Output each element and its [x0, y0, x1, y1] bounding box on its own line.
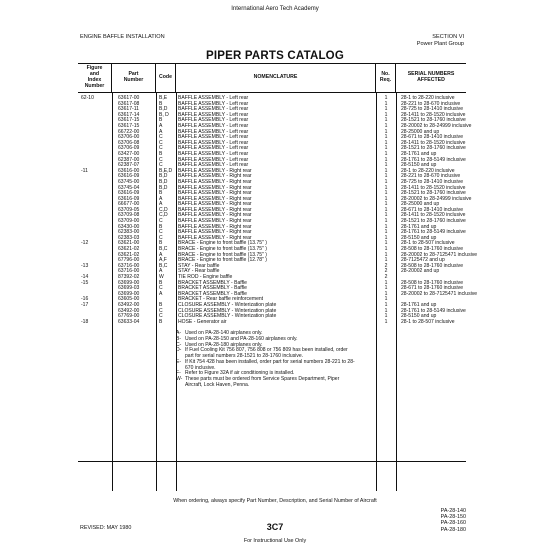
cell-part-number: 63621-02: [118, 251, 140, 258]
column-divider: [396, 93, 397, 491]
cell-code: C,D: [159, 206, 168, 213]
cell-code: B: [159, 117, 163, 124]
cell-quantity: 1: [384, 201, 388, 208]
cell-serial-range: 28-20002 to 28-7125471 inclusive: [401, 251, 478, 258]
cell-figure-index: -18: [81, 318, 89, 325]
cell-serial-range: 28-7125472 and up: [401, 257, 445, 264]
cell-serial-range: 28-20002 to 28-24999 inclusive: [401, 122, 472, 129]
cell-nomenclature: BAFFLE ASSEMBLY - Left rear: [178, 117, 249, 124]
cell-part-number: 63617-11: [118, 106, 139, 113]
column-divider: [376, 93, 377, 491]
cell-code: B: [159, 190, 163, 197]
cell-serial-range: 28-1411 to 28-1520 inclusive: [401, 184, 466, 191]
cell-quantity: 1: [384, 257, 388, 264]
cell-code: B: [159, 318, 163, 325]
cell-quantity: 2: [384, 274, 388, 280]
cell-code: C: [159, 307, 163, 314]
cell-nomenclature: BAFFLE ASSEMBLY - Right rear: [178, 201, 252, 208]
cell-quantity: 1: [384, 139, 388, 146]
cell-part-number: 63492-00: [118, 301, 140, 308]
cell-serial-range: 28-5150 and up: [401, 162, 437, 169]
cell-code: A,F: [159, 257, 167, 264]
cell-part-number: 63633-04: [118, 318, 140, 325]
section-group: Power Plant Group: [416, 40, 464, 47]
cell-nomenclature: BAFFLE ASSEMBLY - Right rear: [178, 206, 252, 213]
cell-nomenclature: BRACKET - Rear baffle reinforcement: [178, 296, 264, 303]
cell-quantity: 1: [384, 251, 388, 258]
cell-quantity: 1: [384, 279, 388, 286]
cell-quantity: 1: [384, 212, 388, 219]
cell-code: C: [159, 313, 163, 320]
ordering-instructions: When ordering, always specify Part Number, Description, and Serial Number of Aircraft: [173, 498, 377, 504]
cell-nomenclature: BAFFLE ASSEMBLY - Right rear: [178, 223, 252, 230]
note-code: A-: [176, 330, 182, 337]
cell-nomenclature: CLOSURE ASSEMBLY - Winterization plate: [178, 313, 277, 320]
cell-nomenclature: BAFFLE ASSEMBLY - Right rear: [178, 190, 252, 197]
cell-quantity: 1: [384, 145, 388, 152]
cell-code: A: [159, 128, 163, 135]
cell-part-number: 63617-15: [118, 122, 140, 129]
cell-quantity: 1: [384, 178, 388, 185]
cell-quantity: 1: [384, 318, 388, 325]
cell-part-number: 63617-00: [118, 95, 140, 101]
cell-serial-range: 28-1 to 28-220 inclusive: [401, 95, 455, 101]
cell-serial-range: 28-1761 and up: [401, 150, 437, 157]
cell-figure-index: -12: [81, 240, 89, 247]
cell-quantity: 1: [384, 156, 388, 163]
cell-part-number: 62387-00: [118, 156, 140, 163]
cell-code: C: [159, 156, 163, 163]
model-item: PA-28-150: [440, 514, 466, 521]
cell-code: A: [159, 290, 163, 297]
cell-code: C: [159, 218, 163, 225]
cell-serial-range: 28-1521 to 28-1760 inclusive: [401, 190, 466, 197]
section-label: [417, 34, 464, 47]
cell-serial-range: 28-5150 and up: [401, 234, 437, 241]
note-code: B-: [176, 336, 182, 343]
cell-part-number: 62383-03: [118, 234, 140, 241]
cell-part-number: 63699-00: [118, 290, 140, 297]
cell-serial-range: 28-1521 to 28-1760 inclusive: [401, 117, 466, 124]
cell-serial-range: 28-725 to 28-1410 inclusive: [401, 106, 464, 113]
cell-part-number: 63716-00: [118, 262, 140, 269]
code-notes: [176, 331, 356, 388]
cell-nomenclature: BAFFLE ASSEMBLY - Right rear: [178, 173, 252, 180]
footer-note: For Instructional Use Only: [243, 538, 307, 544]
cell-code: C: [159, 285, 163, 292]
section-number: SECTION VI: [432, 34, 464, 40]
cell-quantity: 1: [384, 162, 388, 169]
cell-nomenclature: BAFFLE ASSEMBLY - Right rear: [178, 167, 252, 174]
cell-figure-index: 62-10: [81, 95, 94, 101]
cell-quantity: 1: [384, 234, 388, 241]
column-divider: [112, 93, 113, 491]
cell-code: W: [159, 274, 164, 280]
note-code: F-: [176, 370, 181, 377]
cell-quantity: 1: [384, 206, 388, 213]
cell-figure-index: -16: [81, 296, 89, 303]
cell-nomenclature: BAFFLE ASSEMBLY - Right rear: [178, 195, 252, 202]
cell-quantity: 1: [384, 301, 388, 308]
table-header: [78, 63, 466, 93]
cell-code: B: [159, 100, 163, 107]
cell-part-number: 63709-08: [118, 212, 140, 219]
cell-figure-index: -15: [81, 279, 89, 286]
cell-part-number: 63616-09: [118, 190, 140, 197]
cell-quantity: 1: [384, 117, 388, 124]
cell-serial-range: 28-1 to 28-507 inclusive: [401, 318, 455, 325]
cell-nomenclature: BAFFLE ASSEMBLY - Left rear: [178, 106, 249, 113]
cell-part-number: 63492-00: [118, 307, 140, 314]
cell-quantity: 1: [384, 313, 388, 320]
cell-part-number: 63706-00: [118, 134, 140, 141]
note-code: E-: [176, 358, 182, 365]
model-item: PA-28-140: [440, 508, 466, 514]
cell-serial-range: 28-25000 and up: [401, 201, 440, 208]
note-text: Used on PA-28-150 and PA-28-160 airplanes only.: [185, 336, 298, 343]
cell-code: A: [159, 195, 163, 202]
note-code: W-: [176, 375, 183, 382]
cell-code: B,C: [159, 246, 168, 253]
cell-code: B,D: [159, 184, 168, 191]
cell-code: C: [159, 229, 163, 236]
cell-code: A: [159, 201, 163, 208]
cell-code: C: [159, 234, 163, 241]
cell-quantity: 1: [384, 296, 388, 303]
cell-quantity: 1: [384, 111, 388, 118]
table-body: [78, 93, 478, 388]
cell-part-number: 63621-02: [118, 246, 140, 253]
cell-code: B,D: [159, 173, 168, 180]
cell-nomenclature: BAFFLE ASSEMBLY - Right rear: [178, 229, 252, 236]
cell-figure-index: -17: [81, 301, 89, 308]
cell-quantity: 1: [384, 223, 388, 230]
cell-serial-range: 28-508 to 28-1760 inclusive: [401, 262, 464, 269]
cell-nomenclature: BAFFLE ASSEMBLY - Right rear: [178, 212, 252, 219]
cell-part-number: 63430-00: [118, 223, 140, 230]
cell-part-number: 63706-08: [118, 139, 140, 146]
cell-serial-range: 28-20002 to 28-7125471 inclusive: [401, 290, 478, 297]
cell-nomenclature: HOSE - Generator air: [178, 318, 227, 325]
academy-name: International Aero Tech Academy: [231, 6, 319, 12]
note-text: If Kit 754 428 has been installed, order part for serial numbers 28-221 to 28-670 inclusive.: [185, 358, 355, 371]
cell-serial-range: 28-1761 and up: [401, 223, 437, 230]
cell-serial-range: 28-1 to 28-507 inclusive: [401, 240, 455, 247]
cell-nomenclature: BAFFLE ASSEMBLY - Left rear: [178, 145, 249, 152]
page-number: 3C7: [266, 522, 284, 532]
cell-part-number: 87392-02: [118, 274, 140, 280]
cell-quantity: 1: [384, 218, 388, 225]
cell-nomenclature: CLOSURE ASSEMBLY - Winterization plate: [178, 307, 277, 314]
cell-serial-range: 28-20002 and up: [401, 268, 440, 275]
cell-nomenclature: BRACE - Engine to front baffle (13.75" ): [178, 246, 267, 253]
cell-nomenclature: BAFFLE ASSEMBLY - Left rear: [178, 139, 249, 146]
cell-part-number: 63617-15: [118, 117, 140, 124]
table-bottom-rule: [78, 461, 466, 462]
cell-nomenclature: BRACE - Engine to front baffle (13.75" ): [178, 240, 267, 247]
cell-quantity: 1: [384, 285, 388, 292]
cell-part-number: 63699-00: [118, 279, 140, 286]
cell-part-number: 63621-00: [118, 240, 140, 247]
col-req-header: No. Req.: [376, 64, 396, 92]
cell-part-number: 63616-00: [118, 167, 140, 174]
cell-serial-range: 28-221 to 28-670 inclusive: [401, 173, 461, 180]
cell-nomenclature: BRACE - Engine to front baffle (13.75" ): [178, 251, 267, 258]
cell-nomenclature: STAY - Rear baffle: [178, 268, 220, 275]
cell-figure-index: -13: [81, 262, 89, 269]
cell-nomenclature: BAFFLE ASSEMBLY - Right rear: [178, 234, 252, 241]
cell-quantity: 1: [384, 100, 388, 107]
cell-code: B,D: [159, 178, 168, 185]
note-text: If Fuel Cooling Kit 756 807, 756 808 or 756 809 has been installed, order part for serial numbers 28-1521 to 28-1760 inclusive.: [185, 347, 348, 360]
cell-figure-index: -11: [81, 167, 88, 174]
column-divider: [156, 93, 157, 491]
cell-nomenclature: BRACKET ASSEMBLY - Baffle: [178, 285, 247, 292]
cell-code: B: [159, 240, 163, 247]
note-text: Used on PA-28-180 airplanes only.: [185, 341, 263, 348]
cell-quantity: 2: [384, 262, 388, 269]
cell-serial-range: 28-508 to 28-1760 inclusive: [401, 246, 464, 253]
cell-serial-range: 28-20002 to 28-24999 inclusive: [401, 195, 472, 202]
cell-figure-index: -14: [81, 274, 89, 280]
cell-part-number: 63616-09: [118, 173, 140, 180]
model-item: PA-28-160: [440, 520, 466, 527]
cell-part-number: 63706-09: [118, 145, 140, 152]
cell-serial-range: 28-1761 to 28-5149 inclusive: [401, 156, 466, 163]
cell-serial-range: 28-1521 to 28-1760 inclusive: [401, 145, 466, 152]
cell-quantity: 1: [384, 184, 388, 191]
cell-part-number: 63716-00: [118, 268, 140, 275]
cell-part-number: 67796-00: [118, 257, 140, 264]
cell-code: B,E: [159, 95, 168, 101]
cell-serial-range: 28-1761 and up: [401, 301, 437, 308]
note-text: Refer to Figure 32A if air conditioning is installed.: [185, 370, 295, 377]
cell-quantity: 1: [384, 290, 388, 297]
cell-part-number: 63617-14: [118, 111, 140, 118]
col-nomenclature-header: NOMENCLATURE: [176, 64, 376, 92]
col-code-header: Code: [156, 64, 176, 92]
cell-part-number: 63709-05: [118, 206, 140, 213]
cell-part-number: 63709-00: [118, 218, 140, 225]
cell-quantity: 1: [384, 122, 388, 129]
cell-code: C: [159, 139, 163, 146]
cell-nomenclature: BAFFLE ASSEMBLY - Left rear: [178, 162, 249, 169]
cell-quantity: 1: [384, 307, 388, 314]
cell-code: B,D: [159, 106, 168, 113]
cell-quantity: 1: [384, 167, 388, 174]
cell-nomenclature: BRACKET ASSEMBLY - Baffle: [178, 290, 247, 297]
table-rows: [78, 95, 478, 325]
cell-code: A: [159, 268, 163, 275]
cell-part-number: 62387-07: [118, 162, 140, 169]
cell-nomenclature: BAFFLE ASSEMBLY - Left rear: [178, 134, 249, 141]
cell-part-number: 63616-09: [118, 195, 140, 202]
cell-code: C: [159, 145, 163, 152]
table-row: [78, 320, 466, 326]
note-item: [176, 377, 356, 388]
cell-serial-range: 28-725 to 28-1410 inclusive: [401, 178, 464, 185]
cell-nomenclature: TIE ROD - Engine baffle: [178, 274, 233, 280]
cell-quantity: 1: [384, 173, 388, 180]
note-text: Used on PA-28-140 airplanes only.: [185, 330, 263, 337]
cell-nomenclature: BAFFLE ASSEMBLY - Left rear: [178, 156, 249, 163]
cell-nomenclature: BRACKET ASSEMBLY - Baffle: [178, 279, 247, 286]
cell-serial-range: 28-1411 to 28-1520 inclusive: [401, 139, 466, 146]
cell-part-number: 63427-00: [118, 150, 140, 157]
cell-part-number: 66722-00: [118, 128, 140, 135]
cell-code: A: [159, 122, 163, 129]
note-code: D-: [176, 347, 182, 354]
cell-code: B: [159, 150, 163, 157]
cell-nomenclature: BRACE - Engine to front baffle (12.78" ): [178, 257, 267, 264]
cell-nomenclature: BAFFLE ASSEMBLY - Right rear: [178, 184, 252, 191]
cell-serial-range: 28-25000 and up: [401, 128, 440, 135]
cell-nomenclature: BAFFLE ASSEMBLY - Left rear: [178, 95, 249, 101]
cell-nomenclature: CLOSURE ASSEMBLY - Winterization plate: [178, 301, 277, 308]
section-title: ENGINE BAFFLE INSTALLATION: [80, 34, 165, 40]
cell-code: C: [159, 134, 163, 141]
cell-quantity: 1: [384, 246, 388, 253]
catalog-title: PIPER PARTS CATALOG: [206, 50, 344, 62]
cell-code: B: [159, 301, 163, 308]
cell-code: B,C: [159, 262, 168, 269]
cell-serial-range: 28-5150 and up: [401, 313, 437, 320]
col-serial-header: SERIAL NUMBERS AFFECTED: [407, 71, 455, 83]
cell-quantity: 1: [384, 240, 388, 247]
cell-part-number: 63745-00: [118, 178, 140, 185]
model-item: PA-28-180: [440, 526, 466, 533]
cell-quantity: 1: [384, 128, 388, 135]
cell-serial-range: 28-508 to 28-1760 inclusive: [401, 279, 464, 286]
cell-quantity: 2: [384, 268, 388, 275]
cell-code: B: [159, 279, 163, 286]
cell-quantity: 1: [384, 195, 388, 202]
revision-date: REVISED: MAY 1980: [80, 525, 132, 531]
note-text: These parts must be ordered from Service Spares Department, Piper Aircraft, Lock Haven, Penna.: [185, 375, 340, 388]
cell-nomenclature: BAFFLE ASSEMBLY - Right rear: [178, 218, 252, 225]
cell-quantity: 1: [384, 95, 388, 101]
col-figure-header: Figure and Index Number: [78, 64, 112, 92]
cell-quantity: 1: [384, 134, 388, 141]
cell-nomenclature: BAFFLE ASSEMBLY - Left rear: [178, 100, 249, 107]
cell-serial-range: 28-1411 to 28-1520 inclusive: [401, 111, 466, 118]
cell-serial-range: 28-671 to 28-1760 inclusive: [401, 285, 464, 292]
note-code: C-: [176, 341, 182, 348]
cell-serial-range: 28-671 to 28-1410 inclusive: [401, 134, 464, 141]
cell-serial-range: 28-1411 to 28-1520 inclusive: [401, 212, 466, 219]
cell-quantity: 1: [384, 229, 388, 236]
cell-serial-range: 28-1521 to 28-1760 inclusive: [401, 218, 466, 225]
cell-code: C,D: [159, 212, 168, 219]
cell-nomenclature: BAFFLE ASSEMBLY - Right rear: [178, 178, 252, 185]
cell-part-number: 63605-00: [118, 296, 140, 303]
parts-table: [78, 63, 478, 388]
col-part-header: Part Number: [112, 64, 156, 92]
cell-nomenclature: BAFFLE ASSEMBLY - Left rear: [178, 122, 249, 129]
cell-nomenclature: BAFFLE ASSEMBLY - Left rear: [178, 150, 249, 157]
cell-part-number: 63745-04: [118, 184, 140, 191]
cell-part-number: 63617-08: [118, 100, 140, 107]
cell-serial-range: 28-1761 to 28-5149 inclusive: [401, 307, 466, 314]
cell-part-number: 63699-03: [118, 285, 140, 292]
cell-quantity: 1: [384, 106, 388, 113]
cell-quantity: 1: [384, 190, 388, 197]
cell-nomenclature: BAFFLE ASSEMBLY - Left rear: [178, 111, 249, 118]
column-divider: [176, 93, 177, 491]
cell-serial-range: 28-221 to 28-670 inclusive: [401, 100, 461, 107]
cell-serial-range: 28-1761 to 28-5149 inclusive: [401, 229, 466, 236]
cell-code: A: [159, 251, 163, 258]
cell-part-number: 67769-00: [118, 313, 140, 320]
cell-quantity: 1: [384, 150, 388, 157]
cell-part-number: 62383-00: [118, 229, 140, 236]
cell-part-number: 66677-00: [118, 201, 140, 208]
cell-code: C: [159, 162, 163, 169]
cell-code: B, D: [159, 111, 169, 118]
cell-serial-range: 28-671 to 28-1410 inclusive: [401, 206, 464, 213]
cell-serial-range: 28-1 to 28-220 inclusive: [401, 167, 455, 174]
cell-nomenclature: STAY - Rear baffle: [178, 262, 220, 269]
cell-nomenclature: BAFFLE ASSEMBLY - Left rear: [178, 128, 249, 135]
cell-code: B: [159, 223, 163, 230]
cell-code: B,E,D: [159, 167, 173, 174]
